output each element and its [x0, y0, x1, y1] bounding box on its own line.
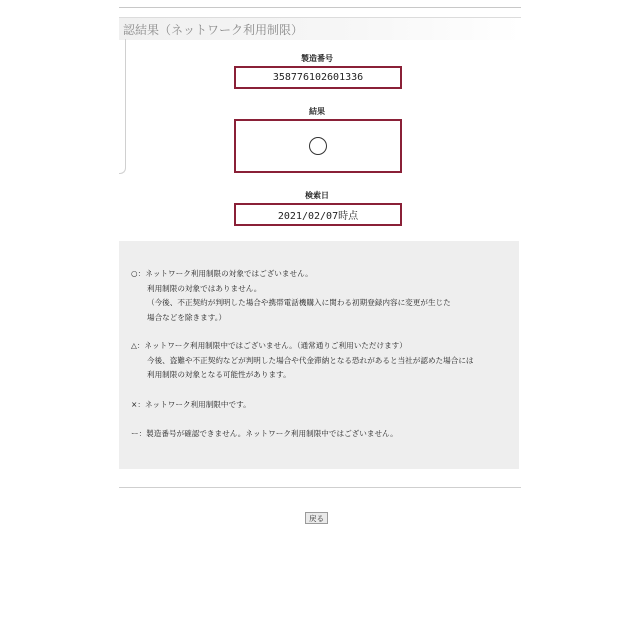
page-title: 認結果（ネットワーク利用制限） — [123, 23, 304, 37]
legend-dash — [131, 427, 511, 442]
result-label: 結果 — [309, 107, 325, 116]
legend-triangle — [131, 339, 511, 383]
legend-circle — [131, 267, 511, 325]
legend-cross — [131, 398, 511, 413]
date-label: 検索日 — [305, 191, 329, 200]
result-box — [234, 119, 402, 173]
legend-triangle-title: △：ネットワーク利用制限中ではございません。（通常通りご利用いただけます） — [131, 341, 407, 350]
legend-triangle-text: 利用制限の対象となる可能性があります。 — [147, 370, 291, 380]
back-button[interactable]: 戻る — [305, 512, 328, 524]
date-value: 2021/02/07時点 — [277, 211, 359, 222]
top-divider — [119, 7, 521, 8]
bottom-divider — [119, 487, 521, 488]
legend-circle-text: 利用制限の対象ではありません。 — [147, 283, 262, 293]
date-value-box — [234, 203, 402, 226]
legend-circle-text: （今後、不正契約が判明した場合や携帯電話機購入に関わる初期登録内容に変更が生じた — [147, 298, 451, 308]
serial-value: 358776102601336 — [272, 72, 364, 83]
legend-panel — [119, 241, 519, 469]
legend-circle-title: ○：ネットワーク利用制限の対象ではございません。 — [131, 269, 313, 278]
serial-value-box — [234, 66, 402, 89]
panel-border — [119, 39, 126, 174]
legend-triangle-text: 今後、盗難や不正契約などが判明した場合や代金滞納となる恐れがあると当社が認めた場合には — [147, 355, 474, 365]
page-header — [119, 17, 521, 40]
legend-dash-title: ー：製造番号が確認できません。ネットワーク利用制限中ではございません。 — [131, 429, 398, 438]
legend-cross-title: ×：ネットワーク利用制限中です。 — [131, 400, 251, 409]
serial-label: 製造番号 — [301, 54, 333, 63]
result-circle-icon — [309, 137, 327, 155]
legend-circle-text: 場合などを除きます。） — [147, 312, 227, 322]
